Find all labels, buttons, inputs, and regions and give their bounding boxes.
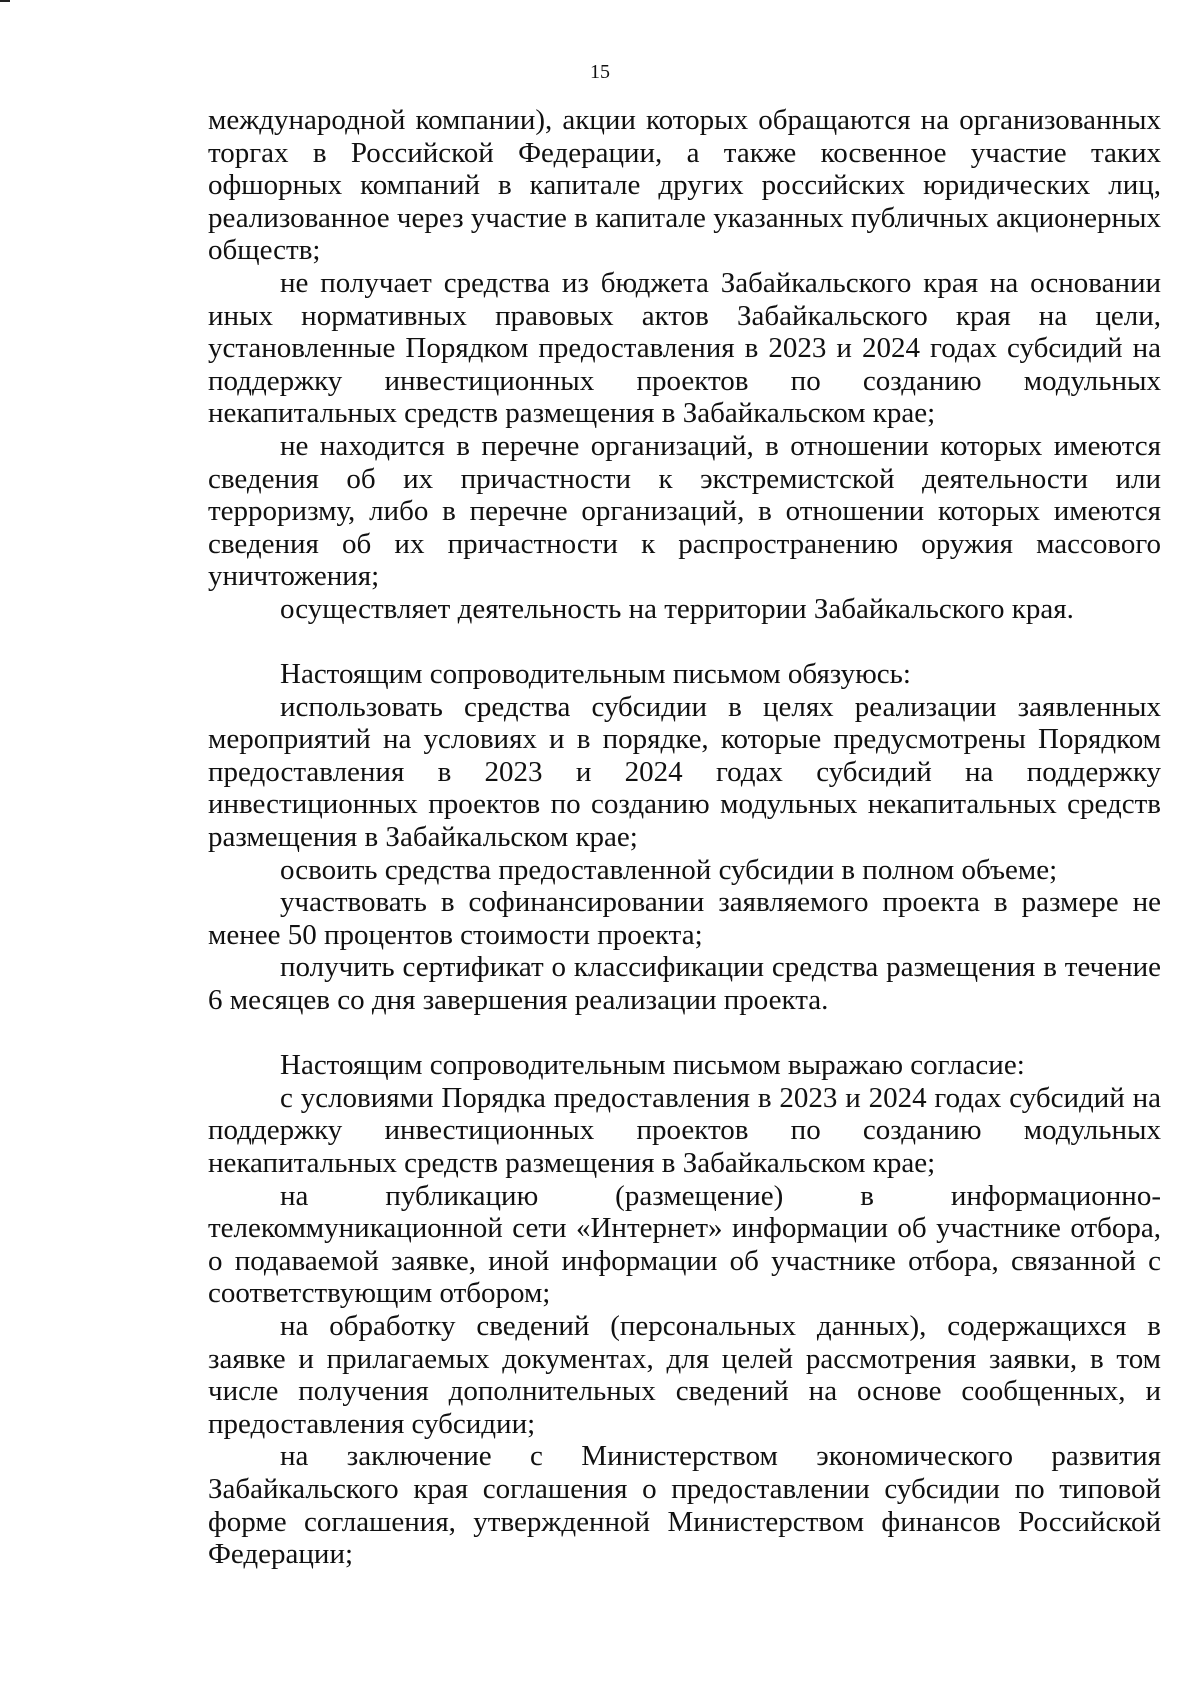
paragraph-no-budget-funds: не получает средства из бюджета Забайкальского края на основании иных нормативных правовых актов Забайкальского края на цели, установленные Порядком предоставления в 2023 и 2024 годах субсидий на поддержку инвестиционных проектов по созданию модульных некапитальных средств размещения в Забайкальском крае; — [208, 266, 1161, 430]
paragraph-continuation: международной компании), акции которых обращаются на организованных торгах в Российской Федерации, а также косвенное участие таких офшорных компаний в капитале других российских юридических лиц, реализованное через участие в капитале указанных публичных акционерных обществ; — [208, 104, 1161, 267]
paragraph-operates-in-region: осуществляет деятельность на территории Забайкальского края. — [280, 592, 1074, 625]
page-number: 15 — [590, 61, 610, 83]
document-body — [208, 104, 1161, 1571]
paragraph-consent-data-processing: на обработку сведений (персональных данных), содержащихся в заявке и прилагаемых документах, для целей рассмотрения заявки, в том числе получения дополнительных сведений на основе сообщенных, и предоставления субсидии; — [208, 1309, 1161, 1440]
paragraph-consent-agreement: на заключение с Министерством экономического развития Забайкальского края соглашения о предоставлении субсидии по типовой форме соглашения, утвержденной Министерством финансов Российской Федерации; — [208, 1440, 1161, 1571]
paragraph-spend-fully: освоить средства предоставленной субсидии в полном объеме; — [280, 853, 1058, 886]
paragraph-cofinancing: участвовать в софинансировании заявляемого проекта в размере не менее 50 процентов стоимости проекта; — [208, 886, 1161, 951]
scan-edge-mark — [0, 0, 10, 2]
heading-consent: Настоящим сопроводительным письмом выражаю согласие: — [280, 1049, 1025, 1082]
paragraph-use-funds: использовать средства субсидии в целях реализации заявленных мероприятий на условиях и в порядке, которые предусмотрены Порядком предоставления в 2023 и 2024 годах субсидий на поддержку инвестиционных проектов по созданию модульных некапитальных средств размещения в Забайкальском крае; — [208, 690, 1161, 854]
paragraph-consent-terms: с условиями Порядка предоставления в 2023 и 2024 годах субсидий на поддержку инвестиционных проектов по созданию модульных некапитальных средств размещения в Забайкальском крае; — [208, 1081, 1161, 1179]
heading-obligations: Настоящим сопроводительным письмом обязуюсь: — [280, 658, 911, 691]
paragraph-not-in-extremist-list: не находится в перечне организаций, в отношении которых имеются сведения об их причастности к экстремистской деятельности или терроризму, либо в перечне организаций, в отношении которых имеются сведения об их причастности к распространению оружия массового уничтожения; — [208, 429, 1161, 593]
paragraph-consent-publication: на публикацию (размещение) в информационно-телекоммуникационной сети «Интернет» информации об участнике отбора, о подаваемой заявке, иной информации об участнике отбора, связанной с соответствующим отбором; — [208, 1179, 1161, 1310]
paragraph-certificate: получить сертификат о классификации средства размещения в течение 6 месяцев со дня завершения реализации проекта. — [208, 951, 1161, 1017]
